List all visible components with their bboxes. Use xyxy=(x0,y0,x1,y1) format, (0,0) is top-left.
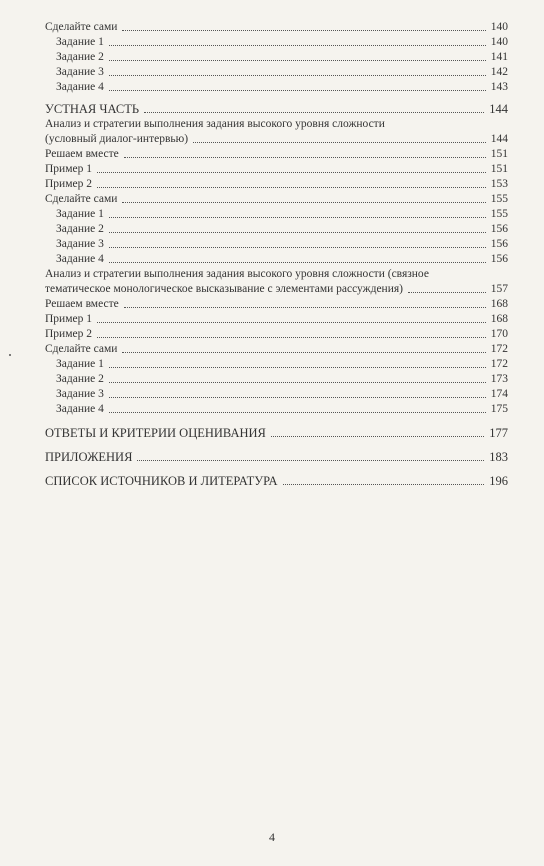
table-of-contents xyxy=(0,20,544,489)
toc-spacer xyxy=(0,417,544,426)
toc-leader-dots xyxy=(271,436,484,437)
toc-entry-title: СПИСОК ИСТОЧНИКОВ И ЛИТЕРАТУРА xyxy=(45,474,281,489)
toc-leader-dots xyxy=(122,352,486,353)
toc-entry-page: 172 xyxy=(488,342,508,357)
toc-entry-page: 172 xyxy=(488,357,508,372)
toc-entry-page: 142 xyxy=(488,65,508,80)
toc-entry-title: Анализ и стратегии выполнения задания высокого уровня сложности (связное xyxy=(45,267,432,282)
toc-entry-page: 168 xyxy=(488,297,508,312)
toc-entry-page: 140 xyxy=(488,35,508,50)
toc-leader-dots xyxy=(144,112,484,113)
toc-entry-title: (условный диалог-интервью) xyxy=(45,132,191,147)
toc-leader-dots xyxy=(124,307,486,308)
toc-entry xyxy=(0,282,544,297)
toc-entry-title: Задание 1 xyxy=(56,35,107,50)
toc-entry-page: 177 xyxy=(486,426,508,441)
toc-entry xyxy=(0,50,544,65)
toc-leader-dots xyxy=(97,172,486,173)
toc-entry xyxy=(0,312,544,327)
toc-entry-title: Задание 4 xyxy=(56,252,107,267)
toc-leader-dots xyxy=(109,412,486,413)
toc-entry-title: Задание 1 xyxy=(56,357,107,372)
toc-entry-title: УСТНАЯ ЧАСТЬ xyxy=(45,102,142,117)
toc-entry xyxy=(0,177,544,192)
toc-leader-dots xyxy=(109,217,486,218)
toc-entry-title: Решаем вместе xyxy=(45,297,122,312)
toc-entry-page: 183 xyxy=(486,450,508,465)
toc-entry-page: 151 xyxy=(488,147,508,162)
toc-entry xyxy=(0,207,544,222)
toc-entry xyxy=(0,327,544,342)
toc-entry xyxy=(0,35,544,50)
toc-leader-dots xyxy=(97,322,486,323)
toc-leader-dots xyxy=(109,232,486,233)
toc-entry xyxy=(0,387,544,402)
toc-entry-title: Задание 3 xyxy=(56,65,107,80)
toc-leader-dots xyxy=(109,247,486,248)
toc-leader-dots xyxy=(109,90,486,91)
toc-entry-page: 168 xyxy=(488,312,508,327)
toc-leader-dots xyxy=(122,30,486,31)
toc-entry xyxy=(0,132,544,147)
toc-leader-dots xyxy=(283,484,484,485)
toc-entry-title: Решаем вместе xyxy=(45,147,122,162)
toc-leader-dots xyxy=(97,187,486,188)
toc-entry-title: Задание 4 xyxy=(56,402,107,417)
toc-entry-title: тематическое монологическое высказывание с элементами рассуждения) xyxy=(45,282,406,297)
toc-entry-title: ОТВЕТЫ И КРИТЕРИИ ОЦЕНИВАНИЯ xyxy=(45,426,269,441)
toc-leader-dots xyxy=(97,337,486,338)
toc-entry-page: 156 xyxy=(488,237,508,252)
toc-entry-title: Задание 4 xyxy=(56,80,107,95)
toc-entry-page: 151 xyxy=(488,162,508,177)
toc-entry-page: 156 xyxy=(488,252,508,267)
toc-entry xyxy=(0,80,544,95)
toc-entry xyxy=(0,426,544,441)
toc-entry xyxy=(0,402,544,417)
toc-entry-title: Задание 2 xyxy=(56,50,107,65)
toc-entry-page: 155 xyxy=(488,207,508,222)
toc-leader-dots xyxy=(109,397,486,398)
toc-spacer xyxy=(0,465,544,474)
toc-entry-page: 143 xyxy=(488,80,508,95)
toc-leader-dots xyxy=(109,367,486,368)
toc-leader-dots xyxy=(122,202,486,203)
toc-entry xyxy=(0,450,544,465)
toc-entry-title: Пример 2 xyxy=(45,177,95,192)
toc-entry xyxy=(0,474,544,489)
toc-entry-page: 173 xyxy=(488,372,508,387)
toc-leader-dots xyxy=(408,292,486,293)
toc-entry-title: Задание 1 xyxy=(56,207,107,222)
toc-entry-page: 156 xyxy=(488,222,508,237)
toc-entry-page: 144 xyxy=(488,132,508,147)
toc-entry xyxy=(0,162,544,177)
toc-leader-dots xyxy=(109,262,486,263)
toc-spacer xyxy=(0,95,544,102)
toc-leader-dots xyxy=(109,45,486,46)
toc-leader-dots xyxy=(109,60,486,61)
toc-leader-dots xyxy=(109,75,486,76)
page-number: 4 xyxy=(269,830,275,844)
toc-entry xyxy=(0,297,544,312)
toc-entry-title: Задание 2 xyxy=(56,222,107,237)
toc-entry xyxy=(0,65,544,80)
toc-entry-page: 157 xyxy=(488,282,508,297)
toc-entry-page: 153 xyxy=(488,177,508,192)
toc-entry-title: Пример 1 xyxy=(45,162,95,177)
toc-entry-title: Задание 3 xyxy=(56,237,107,252)
toc-entry-page: 144 xyxy=(486,102,508,117)
toc-leader-dots xyxy=(124,157,486,158)
toc-entry-page: 155 xyxy=(488,192,508,207)
toc-entry-page: 174 xyxy=(488,387,508,402)
toc-entry xyxy=(0,102,544,117)
toc-entry xyxy=(0,20,544,35)
toc-entry-title: ПРИЛОЖЕНИЯ xyxy=(45,450,135,465)
toc-entry-title: Задание 2 xyxy=(56,372,107,387)
toc-entry xyxy=(0,222,544,237)
toc-entry-page: 170 xyxy=(488,327,508,342)
toc-entry-page: 175 xyxy=(488,402,508,417)
toc-entry xyxy=(0,357,544,372)
toc-entry xyxy=(0,252,544,267)
toc-entry xyxy=(0,267,544,282)
toc-leader-dots xyxy=(193,142,486,143)
toc-entry-page: 196 xyxy=(486,474,508,489)
toc-entry-title: Сделайте сами xyxy=(45,342,120,357)
toc-entry-page: 140 xyxy=(488,20,508,35)
toc-leader-dots xyxy=(109,382,486,383)
toc-entry-title: Задание 3 xyxy=(56,387,107,402)
toc-entry-page: 141 xyxy=(488,50,508,65)
toc-entry xyxy=(0,237,544,252)
toc-spacer xyxy=(0,441,544,450)
toc-leader-dots xyxy=(137,460,484,461)
toc-entry xyxy=(0,372,544,387)
toc-entry-title: Сделайте сами xyxy=(45,20,120,35)
toc-entry xyxy=(0,192,544,207)
toc-entry-title: Пример 2 xyxy=(45,327,95,342)
toc-entry xyxy=(0,147,544,162)
toc-entry xyxy=(0,117,544,132)
toc-entry-title: Пример 1 xyxy=(45,312,95,327)
toc-entry xyxy=(0,342,544,357)
toc-entry-title: Анализ и стратегии выполнения задания высокого уровня сложности xyxy=(45,117,388,132)
toc-entry-title: Сделайте сами xyxy=(45,192,120,207)
